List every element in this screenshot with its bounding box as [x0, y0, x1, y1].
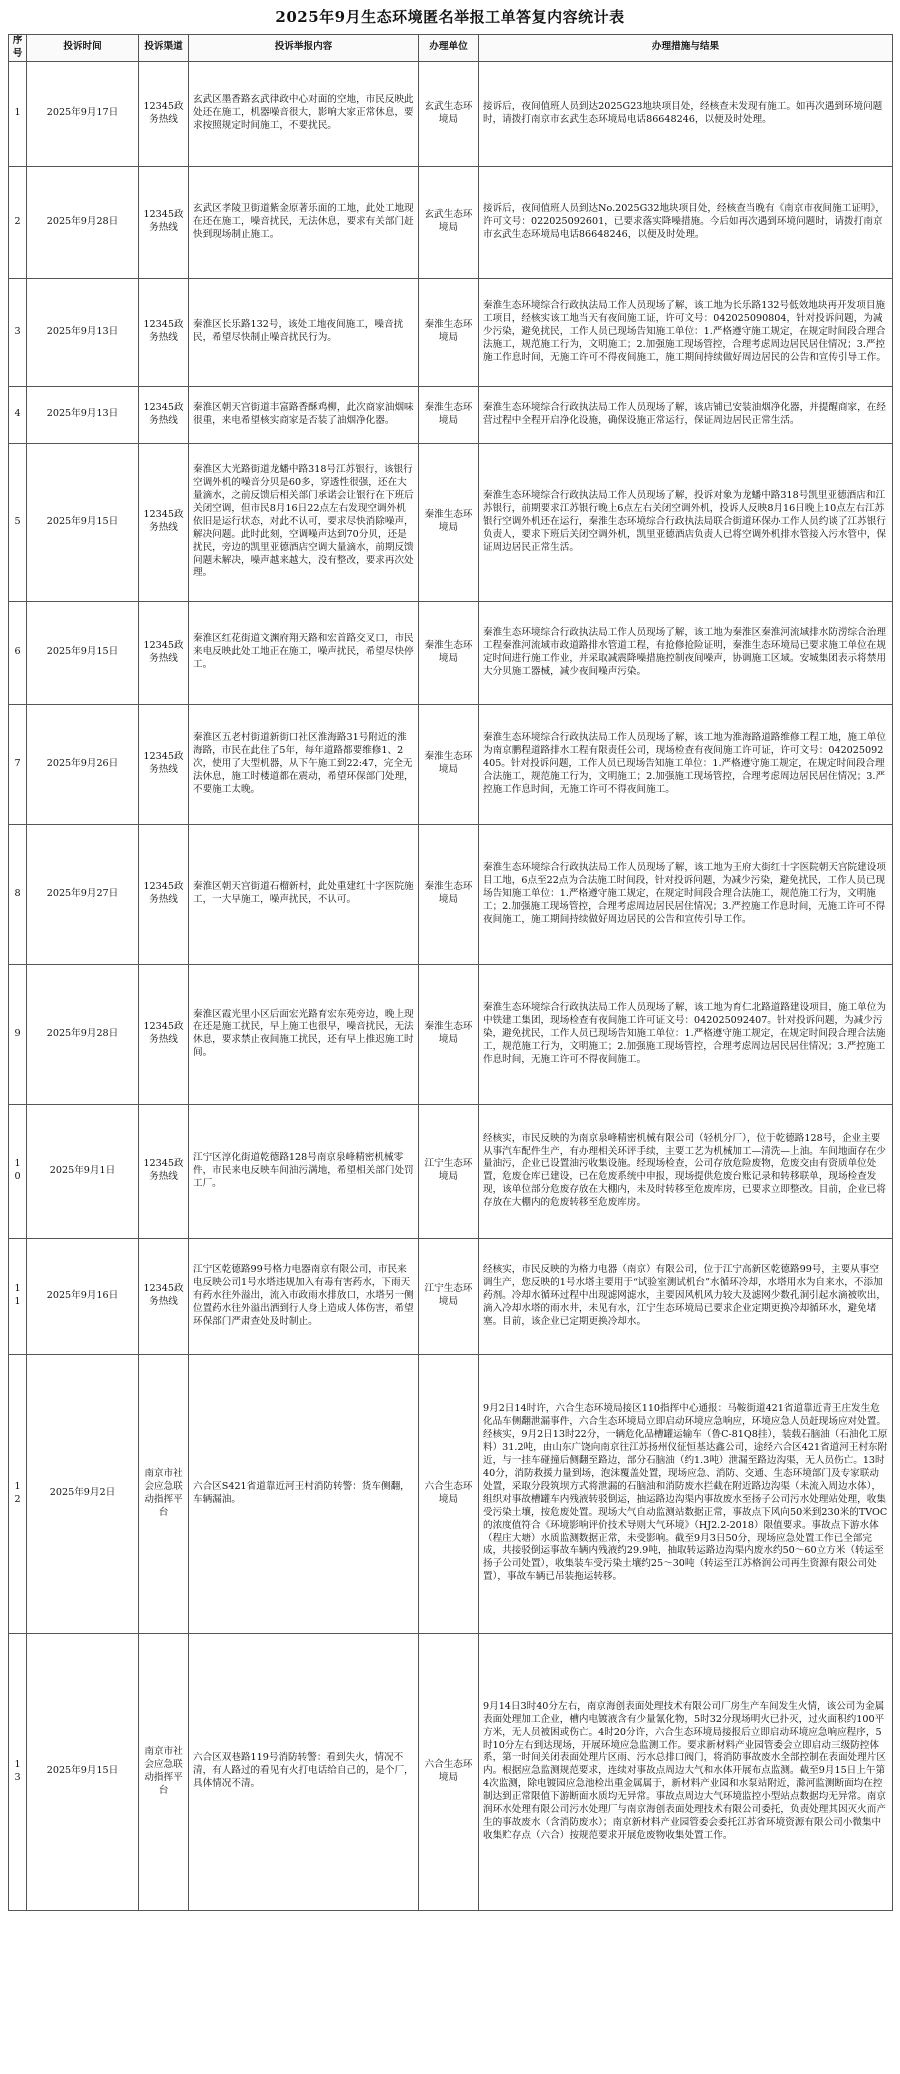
cell-channel: 12345政务热线 — [139, 1104, 189, 1238]
cell-seq: 12 — [9, 1354, 27, 1633]
header-channel: 投诉渠道 — [139, 35, 189, 62]
cell-time: 2025年9月28日 — [27, 964, 139, 1104]
cell-result: 秦淮生态环境综合行政执法局工作人员现场了解，投诉对象为龙蟠中路318号凯里亚德酒店和江苏银行，前期要求江苏银行晚上6点左右关闭空调外机，投诉人反映8月16日晚上10点左右江苏银行空调外机还在运行，秦淮生态环境综合行政执法局联合街道环保办工作人员约谈了江苏银行负责人，要求下班后关闭空调外机，凯里亚德酒店负责人已将空调外机排水管接入污水管中，保证周边居民正常生活。 — [479, 443, 893, 601]
cell-content: 六合区双巷路119号消防转警：看到失火，情况不清，有人路过的看见有火打电话给自己的，是个厂，具体情况不清。 — [189, 1633, 419, 1910]
cell-content: 玄武区墨香路玄武律政中心对面的空地，市民反映此处还在施工，机器噪音很大，影响大家正常休息，要求按照规定时间施工，不要扰民。 — [189, 61, 419, 166]
cell-seq: 8 — [9, 824, 27, 964]
cell-result: 经核实，市民反映的为南京泉峰精密机械有限公司（轻机分厂），位于乾德路128号，企业主要从事汽车配件生产，有办理相关环评手续，主要工艺为机械加工—清洗—上油。车间地面存在少量油污，企业已设置油污收集设施。经现场检查，公司存放危险废物，危废交由有资质单位处置，危废仓库已建设，已在危废系统中申报，现场提供危废台账记录和转移联单，现场检查发现，该单位部分危废存放在大棚内，未及时转移至危废库房，已要求立即整改。目前，企业已将存放在大棚内的危废转移至危废库房。 — [479, 1104, 893, 1238]
cell-channel: 12345政务热线 — [139, 964, 189, 1104]
header-time: 投诉时间 — [27, 35, 139, 62]
cell-result: 秦淮生态环境综合行政执法局工作人员现场了解，该工地为淮海路道路维修工程工地，施工单位为南京鹏程道路排水工程有限责任公司，现场检查有夜间施工许可证，许可文号：042025092405。针对投诉问题，工作人员已现场告知施工单位：1.严格遵守施工规定，在规定时间段合理合法施工，规范施工行为，文明施工；2.加强施工现场管控，合理考虑周边居民居住情况；3.严控施工作息时间，无施工许可不得夜间施工。 — [479, 704, 893, 824]
cell-unit: 玄武生态环境局 — [419, 61, 479, 166]
cell-content: 秦淮区朝天宫街道丰富路香酥鸡柳，此次商家油烟味很重，来电希望核实商家是否装了油烟净化器。 — [189, 386, 419, 443]
cell-channel: 南京市社会应急联动指挥平台 — [139, 1354, 189, 1633]
table-row — [9, 278, 893, 386]
header-unit: 办理单位 — [419, 35, 479, 62]
cell-seq: 4 — [9, 386, 27, 443]
table-row — [9, 443, 893, 601]
cell-result: 秦淮生态环境综合行政执法局工作人员现场了解，该工地为长乐路132号低效地块再开发项目施工项目，经核实该工地当天有夜间施工证，许可文号：042025090804，针对投诉问题，为减少污染，避免扰民，工作人员已现场告知施工单位：1.严格遵守施工规定，在规定时间段合理合法施工，规范施工行为，文明施工；2.加强施工现场管控，合理考虑周边居民居住情况；3.严控施工作息时间，无施工许可不得夜间施工，施工期间持续做好周边居民的公告和宣传引导工作。 — [479, 278, 893, 386]
cell-content: 秦淮区大光路街道龙蟠中路318号江苏银行，该银行空调外机的噪音分贝是60多，穿透性很强，还在大量滴水，之前反馈后相关部门承诺会让银行在下班后关闭空调，但市民8月16日22点左右发现空调外机依旧是运行状态，对此不认可，要求尽快消除噪声，解决问题。此时此刻，空调噪声达到70分贝，还是扰民，旁边的凯里亚德酒店空调大量滴水，前期反馈问题未解决，噪声越来越大，没有整改，要求再次处理。 — [189, 443, 419, 601]
cell-time: 2025年9月1日 — [27, 1104, 139, 1238]
cell-result: 秦淮生态环境综合行政执法局工作人员现场了解，该工地为王府大街红十字医院朝天宫院建设项目工地，6点至22点为合法施工时间段，针对投诉问题，为减少污染，避免扰民，工作人员已现场告知施工单位：1.严格遵守施工规定，在规定时间段合理合法施工，规范施工行为，文明施工；2.加强施工现场管控，合理考虑周边居民居住情况；3.严控施工作息时间，无施工许可不得夜间施工，施工期间持续做好周边居民的公告和宣传引导工作。 — [479, 824, 893, 964]
cell-unit: 秦淮生态环境局 — [419, 443, 479, 601]
cell-seq: 11 — [9, 1238, 27, 1354]
table-row — [9, 1238, 893, 1354]
cell-seq: 5 — [9, 443, 27, 601]
cell-unit: 秦淮生态环境局 — [419, 824, 479, 964]
cell-unit: 秦淮生态环境局 — [419, 278, 479, 386]
cell-result: 接诉后，夜间值班人员到达No.2025G32地块项目处，经核查当晚有《南京市夜间施工证明》，许可文号：022025092601，已要求落实降噪措施。今后如再次遇到环境问题时，请拨打南京市玄武生态环境局电话86648246，以便及时处理。 — [479, 166, 893, 278]
cell-seq: 10 — [9, 1104, 27, 1238]
cell-time: 2025年9月17日 — [27, 61, 139, 166]
cell-time: 2025年9月15日 — [27, 601, 139, 704]
cell-content: 江宁区乾德路99号格力电器南京有限公司，市民来电反映公司1号水塔违规加入有毒有害药水，下雨天有药水往外溢出，流入市政雨水排放口，水塔另一侧位置药水往外溢出洒到行人身上造成人体伤害，希望环保部门严肃查处及时制止。 — [189, 1238, 419, 1354]
cell-channel: 南京市社会应急联动指挥平台 — [139, 1633, 189, 1910]
cell-channel: 12345政务热线 — [139, 824, 189, 964]
cell-time: 2025年9月27日 — [27, 824, 139, 964]
cell-content: 秦淮区红花街道文渊府翔天路和宏首路交叉口，市民来电反映此处工地正在施工，噪声扰民，希望尽快停工。 — [189, 601, 419, 704]
table-row — [9, 61, 893, 166]
cell-result: 9月2日14时许，六合生态环境局接区110指挥中心通报：马鞍街道421省道靠近青王庄发生危化品车侧翻泄漏事件，六合生态环境局立即启动环境应急响应，环境应急人员赶现场应对处置。经核实，9月2日13时22分，一辆危化品槽罐运输车（鲁C-81Q8挂），装载石脑油（石油化工原料）31.2吨，由山东广饶向南京往江苏扬州仪征恒基达鑫公司，途经六合区421省道河王村东附近，与一挂车碰撞后侧翻至路边，部分石脑油（约1.3吨）泄漏至路边沟渠，无人员伤亡。13时40分，消防救援力量到场，泡沫覆盖处置，现场应急、消防、交通、生态环境部门及专家联动处置，采取分段筑坝方式将泄漏的石脑油和消防废水拦截在附近路边沟渠（未流入周边水体），组织对事故槽罐车内残液转驳倒运，抽运路边沟渠内事故废水至扬子公司污水处理站处理，收集受污染土壤，按危废处置。现场大气自动监测站数据正常，事故点下风向50米到230米的TVOC的浓度值符合《环境影响评价技术导则大气环境》（HJ2.2-2018）限值要求。事故点下游水体（程庄大塘）水质监测数据正常，未受影响。截至9月3日50分，现场应急处置工作已全部完成，共接驳倒运事故车辆内残液约29.9吨，抽取转运路边沟渠内废水约50～60立方米（转运至扬子公司处置），收集装车受污染土壤约25～30吨（转运至江苏格润公司再生资源有限公司处置），事故车辆已吊装拖运转移。 — [479, 1354, 893, 1633]
header-result: 办理措施与结果 — [479, 35, 893, 62]
table-row — [9, 704, 893, 824]
cell-content: 秦淮区五老村街道新街口社区淮海路31号附近的淮海路，市民在此住了5年，每年道路都要维修1、2次，使用了大型机器，从下午施工到22:47，完全无法休息，施工时楼道都在震动，希望环保部门处理，不要施工太晚。 — [189, 704, 419, 824]
cell-channel: 12345政务热线 — [139, 443, 189, 601]
table-row — [9, 1354, 893, 1633]
cell-time: 2025年9月16日 — [27, 1238, 139, 1354]
table-header-row — [9, 35, 893, 62]
header-seq: 序号 — [9, 35, 27, 62]
cell-channel: 12345政务热线 — [139, 61, 189, 166]
cell-seq: 7 — [9, 704, 27, 824]
cell-channel: 12345政务热线 — [139, 1238, 189, 1354]
cell-content: 六合区S421省道靠近河王村消防转警：货车侧翻，车辆漏油。 — [189, 1354, 419, 1633]
cell-time: 2025年9月13日 — [27, 386, 139, 443]
cell-time: 2025年9月2日 — [27, 1354, 139, 1633]
cell-unit: 秦淮生态环境局 — [419, 386, 479, 443]
cell-result: 秦淮生态环境综合行政执法局工作人员现场了解，该工地为育仁北路道路建设项目，施工单位为中铁建工集团，现场检查有夜间施工许可证文号：042025092407。针对投诉问题，为减少污染，避免扰民，工作人员已现场告知施工单位：1.严格遵守施工规定，在规定时间段合理合法施工，规范施工行为，文明施工；2.加强施工现场管控，合理考虑周边居民居住情况；3.严控施工作息时间，无施工许可不得夜间施工。 — [479, 964, 893, 1104]
cell-time: 2025年9月26日 — [27, 704, 139, 824]
cell-channel: 12345政务热线 — [139, 704, 189, 824]
cell-time: 2025年9月13日 — [27, 278, 139, 386]
cell-seq: 3 — [9, 278, 27, 386]
cell-unit: 玄武生态环境局 — [419, 166, 479, 278]
cell-unit: 江宁生态环境局 — [419, 1238, 479, 1354]
cell-content: 江宁区淳化街道乾德路128号南京泉峰精密机械零件，市民来电反映车间油污满地，希望相关部门处罚工厂。 — [189, 1104, 419, 1238]
cell-unit: 秦淮生态环境局 — [419, 601, 479, 704]
cell-content: 玄武区孝陵卫街道紫金原著乐面的工地，此处工地现在还在施工，噪音扰民，无法休息，要求有关部门赶快到现场制止施工。 — [189, 166, 419, 278]
header-content: 投诉举报内容 — [189, 35, 419, 62]
cell-unit: 秦淮生态环境局 — [419, 704, 479, 824]
cell-result: 接诉后，夜间值班人员到达2025G23地块项目处，经核查未发现有施工。如再次遇到环境问题时，请拨打南京市玄武生态环境局电话86648246，以便及时处理。 — [479, 61, 893, 166]
cell-unit: 六合生态环境局 — [419, 1633, 479, 1910]
cell-seq: 6 — [9, 601, 27, 704]
cell-result: 经核实，市民反映的为格力电器（南京）有限公司，位于江宁高新区乾德路99号，主要从事空调生产，您反映的1号水塔主要用于“试验室测试机台”水循环冷却，水塔用水为自来水，不添加药剂。冷却水循环过程中出现滤网滤水，主要因风机风力较大及滤网少数孔洞引起水滴被吹出，滴入冷却水塔的雨水井，未见有水，江宁生态环境局已要求企业定期更换冷却循环水，避免堵塞。目前，该企业已定期更换冷却水。 — [479, 1238, 893, 1354]
page-title: 2025年9月生态环境匿名举报工单答复内容统计表 — [275, 8, 625, 26]
cell-unit: 六合生态环境局 — [419, 1354, 479, 1633]
cell-content: 秦淮区朝天宫街道石榴新村，此处重建红十字医院施工，一大早施工，噪声扰民，不认可。 — [189, 824, 419, 964]
cell-seq: 1 — [9, 61, 27, 166]
cell-time: 2025年9月28日 — [27, 166, 139, 278]
cell-channel: 12345政务热线 — [139, 166, 189, 278]
cell-seq: 9 — [9, 964, 27, 1104]
cell-channel: 12345政务热线 — [139, 601, 189, 704]
cell-unit: 秦淮生态环境局 — [419, 964, 479, 1104]
cell-result: 秦淮生态环境综合行政执法局工作人员现场了解，该店铺已安装油烟净化器，并提醒商家，在经营过程中全程开启净化设施，确保设施正常运行，保证周边居民正常生活。 — [479, 386, 893, 443]
cell-time: 2025年9月15日 — [27, 443, 139, 601]
table-row — [9, 824, 893, 964]
cell-time: 2025年9月15日 — [27, 1633, 139, 1910]
cell-result: 9月14日3时40分左右，南京海创表面处理技术有限公司厂房生产车间发生火情，该公司为金属表面处理加工企业，槽内电镀液含有少量氰化物，5时32分现场明火已扑灭，过火面积约100平方米，无人员被困或伤亡。4时20分许，六合生态环境局接报后立即启动环境应急响应程序，5时10分左右到达现场，开展环境应急监测工作。要求新材料产业园管委会立即启动三级防控体系，第一时间关闭表面处理片区雨、污水总排口阀门，将消防事故废水全部控制在表面处理片区内。根据应急监测规范要求，连续对事故点周边大气和水体开展布点监测。截至9月15日上午第4次监测，除电镀园应急池检出重金属属于，新材料产业园和水泵站附近，滁河监测断面均在控制达到正常限值下游断面水质均无异常。事故点周边大气环境监控小型站点数据均无异常。南京润环水处理有限公司污水处理厂与南京海创表面处理技术有限公司委托，负责处理其因灭火而产生的事故废水（含消防废水）；南京新材料产业园管委会委托江苏省环境资源有限公司小微集中收集贮存点（六合）按规范要求开展危废物收集处置工作。 — [479, 1633, 893, 1910]
cell-seq: 2 — [9, 166, 27, 278]
cell-unit: 江宁生态环境局 — [419, 1104, 479, 1238]
cell-content: 秦淮区霞光里小区后面宏光路育宏东苑旁边，晚上现在还是施工扰民，早上施工也很早，噪音扰民，无法休息，要求禁止夜间施工扰民，还有早上推迟施工时间。 — [189, 964, 419, 1104]
cell-content: 秦淮区长乐路132号，该处工地夜间施工，噪音扰民，希望尽快制止噪音扰民行为。 — [189, 278, 419, 386]
cell-result: 秦淮生态环境综合行政执法局工作人员现场了解，该工地为秦淮区秦淮河流域排水防涝综合治理工程秦淮河流域市政道路排水管道工程，有抢修抢险证明，秦淮生态环境局已要求施工单位在规定时间进行施工作业，并采取减震降噪措施控制夜间噪声，协调施工区域。安城集团表示将禁用大分贝施工器械，减少夜间噪声污染。 — [479, 601, 893, 704]
cell-channel: 12345政务热线 — [139, 278, 189, 386]
table-row — [9, 1633, 893, 1910]
table-row — [9, 386, 893, 443]
complaint-table — [8, 34, 893, 1911]
table-row — [9, 601, 893, 704]
table-row — [9, 166, 893, 278]
table-row — [9, 964, 893, 1104]
cell-channel: 12345政务热线 — [139, 386, 189, 443]
cell-seq: 13 — [9, 1633, 27, 1910]
table-row — [9, 1104, 893, 1238]
